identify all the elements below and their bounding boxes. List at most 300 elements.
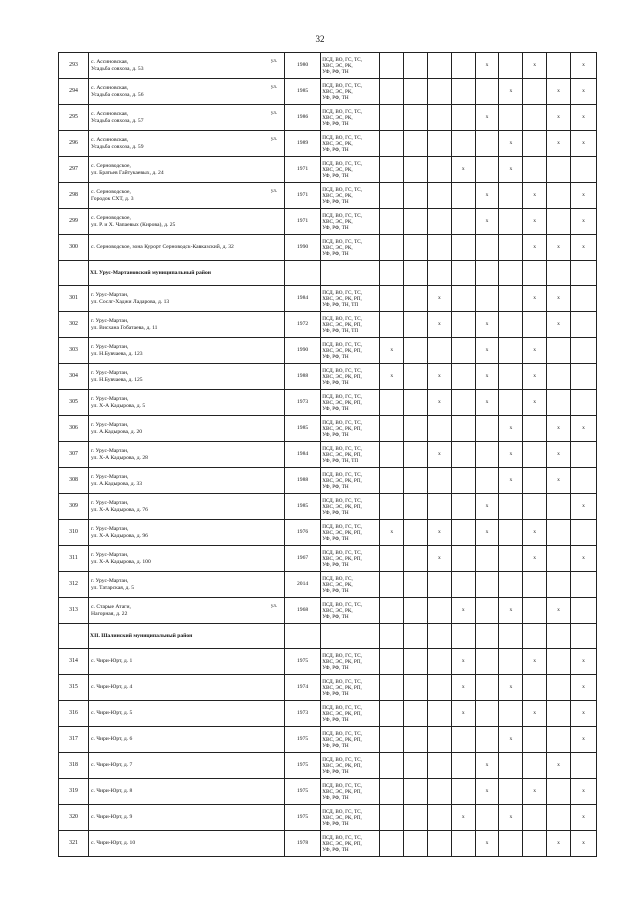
row-number: 319 xyxy=(59,779,89,805)
period-mark: x xyxy=(461,684,465,691)
works-list xyxy=(321,779,380,805)
period-mark: x xyxy=(533,218,537,225)
works-line: УФ, РФ, ТН xyxy=(322,379,349,386)
period-mark-cell xyxy=(380,53,404,79)
address-line: Нагорная, д. 22 xyxy=(91,610,128,617)
period-mark: x xyxy=(557,425,560,432)
build-year: 1978 xyxy=(284,831,320,857)
period-mark-cell xyxy=(404,416,428,442)
period-mark: x xyxy=(533,788,537,795)
build-year: 1984 xyxy=(284,442,320,468)
address-line: ул. Р. и Х. Чапаевых (Кирова), д. 25 xyxy=(91,221,176,228)
period-mark-cell xyxy=(451,53,475,79)
period-mark-cell xyxy=(523,831,547,857)
section-title: XI. Урус-Мартановский муниципальный район xyxy=(89,261,285,286)
works-line: ПСД, ВО, ГС, ТС, xyxy=(322,782,363,789)
works-line: УФ, РФ, ТН xyxy=(322,250,349,257)
works-list xyxy=(321,442,380,468)
works-line: ХВС, ЭС, РК, РП, xyxy=(322,451,362,458)
row-number: 309 xyxy=(59,494,89,520)
works-line: УФ, РФ, ТН xyxy=(322,68,349,75)
works-line: ХВС, ЭС, РК, РП, xyxy=(322,477,362,484)
period-mark: x xyxy=(582,114,585,121)
address-line: г. Урус-Мартан, xyxy=(91,578,129,585)
works-line: ПСД, ВО, ГС, ТС, xyxy=(322,756,363,763)
works-line: ПСД, ВО, ГС, ТС, xyxy=(322,82,363,89)
works-list xyxy=(321,338,380,364)
period-mark-cell xyxy=(451,442,475,468)
period-mark-cell xyxy=(475,416,499,442)
period-mark-cell xyxy=(404,805,428,831)
period-mark-cell xyxy=(380,235,404,261)
address-street-prefix: ул. xyxy=(270,137,277,143)
period-mark: x xyxy=(437,321,441,328)
address-cell xyxy=(89,779,285,805)
address-line: г. Урус-Мартан, xyxy=(91,474,129,481)
works-list xyxy=(321,805,380,831)
period-mark-cell xyxy=(499,598,523,624)
table-row xyxy=(59,390,597,416)
build-year: 1976 xyxy=(284,520,320,546)
period-mark-cell xyxy=(475,779,499,805)
period-mark: x xyxy=(509,607,513,614)
works-line: ПСД, ВО, ГС, ТС, xyxy=(322,523,363,530)
works-list xyxy=(321,727,380,753)
section-mark-cell xyxy=(427,624,451,649)
works-line: ХВС, ЭС, РК, РП, xyxy=(322,295,362,302)
period-mark-cell xyxy=(547,831,571,857)
period-mark-cell xyxy=(380,779,404,805)
period-mark: x xyxy=(582,814,585,821)
period-mark-cell xyxy=(523,235,547,261)
period-mark-cell xyxy=(380,157,404,183)
period-mark-cell xyxy=(523,390,547,416)
period-mark-cell xyxy=(427,494,451,520)
period-mark-cell xyxy=(570,209,596,235)
address-cell xyxy=(89,468,285,494)
period-mark-cell xyxy=(523,286,547,312)
works-line: УФ, РФ, ТН xyxy=(322,405,349,412)
period-mark-cell xyxy=(547,805,571,831)
period-mark-cell xyxy=(427,701,451,727)
address-line: г. Урус-Мартан, xyxy=(91,526,129,533)
works-line: ПСД, ВО, ГС, ТС, xyxy=(322,393,363,400)
period-mark: x xyxy=(390,373,394,380)
period-mark: x xyxy=(485,762,489,769)
address-line: г. Урус-Мартан, xyxy=(91,318,129,325)
period-mark-cell xyxy=(380,131,404,157)
period-mark-cell xyxy=(570,831,596,857)
address-cell xyxy=(89,494,285,520)
period-mark-cell xyxy=(570,105,596,131)
period-mark-cell xyxy=(451,675,475,701)
period-mark-cell xyxy=(404,779,428,805)
works-line: УФ, РФ, ТН xyxy=(322,198,349,205)
build-year: 1985 xyxy=(284,79,320,105)
period-mark-cell xyxy=(451,572,475,598)
table-row xyxy=(59,727,597,753)
period-mark-cell xyxy=(499,805,523,831)
period-mark-cell xyxy=(427,727,451,753)
works-line: ПСД, ВО, ГС, ТС, xyxy=(322,601,363,608)
period-mark: x xyxy=(485,840,489,847)
works-line: ХВС, ЭС, РК, xyxy=(322,62,353,69)
period-mark-cell xyxy=(523,209,547,235)
section-mark-cell xyxy=(475,624,499,649)
period-mark-cell xyxy=(380,286,404,312)
table-row xyxy=(59,364,597,390)
works-line: УФ, РФ, ТН xyxy=(322,561,349,568)
works-line: ХВС, ЭС, РК, РП, xyxy=(322,555,362,562)
period-mark-cell xyxy=(570,157,596,183)
works-line: ПСД, ВО, ГС, ТС, xyxy=(322,315,363,322)
period-mark-cell xyxy=(499,442,523,468)
period-mark: x xyxy=(557,840,560,847)
section-mark-cell xyxy=(404,261,428,286)
period-mark-cell xyxy=(547,390,571,416)
period-mark-cell xyxy=(547,675,571,701)
period-mark-cell xyxy=(523,53,547,79)
period-mark: x xyxy=(557,244,560,251)
period-mark-cell xyxy=(404,649,428,675)
period-mark-cell xyxy=(404,572,428,598)
period-mark-cell xyxy=(451,779,475,805)
period-mark-cell xyxy=(427,235,451,261)
period-mark-cell xyxy=(499,157,523,183)
works-line: ХВС, ЭС, РК, РП, xyxy=(322,710,362,717)
row-number: 313 xyxy=(59,598,89,624)
works-list xyxy=(321,520,380,546)
address-cell xyxy=(89,235,285,261)
address-line: с. Ассиновская, xyxy=(91,111,129,118)
works-line: УФ, РФ, ТН xyxy=(322,535,349,542)
works-line: УФ, РФ, ТН xyxy=(322,613,349,620)
row-number: 310 xyxy=(59,520,89,546)
works-list xyxy=(321,675,380,701)
period-mark-cell xyxy=(547,598,571,624)
works-line: ПСД, ВО, ГС, ТС, xyxy=(322,134,363,141)
section-mark-cell xyxy=(499,261,523,286)
works-list xyxy=(321,494,380,520)
period-mark-cell xyxy=(451,183,475,209)
address-cell xyxy=(89,364,285,390)
period-mark-cell xyxy=(380,442,404,468)
period-mark-cell xyxy=(570,364,596,390)
table-row xyxy=(59,468,597,494)
period-mark-cell xyxy=(547,701,571,727)
period-mark-cell xyxy=(523,338,547,364)
period-mark: x xyxy=(533,658,537,665)
works-line: ПСД, ВО, ГС, ТС, xyxy=(322,238,363,245)
period-mark: x xyxy=(582,736,585,743)
period-mark-cell xyxy=(451,209,475,235)
period-mark-cell xyxy=(523,520,547,546)
period-mark-cell xyxy=(427,831,451,857)
period-mark-cell xyxy=(570,53,596,79)
works-line: ПСД, ВО, ГС, ТС, xyxy=(322,652,363,659)
period-mark-cell xyxy=(499,831,523,857)
build-year: 1974 xyxy=(284,675,320,701)
period-mark: x xyxy=(582,658,585,665)
period-mark-cell xyxy=(547,131,571,157)
build-year: 1971 xyxy=(284,209,320,235)
address-cell xyxy=(89,442,285,468)
period-mark-cell xyxy=(523,131,547,157)
period-mark: x xyxy=(533,373,537,380)
works-line: ПСД, ВО, ГС, ТС, xyxy=(322,730,363,737)
period-mark: x xyxy=(461,814,465,821)
period-mark: x xyxy=(533,62,537,69)
address-cell xyxy=(89,105,285,131)
period-mark-cell xyxy=(427,468,451,494)
period-mark-cell xyxy=(523,598,547,624)
address-line: с. Серноводское, xyxy=(91,163,131,170)
table-row xyxy=(59,131,597,157)
period-mark: x xyxy=(509,477,513,484)
period-mark: x xyxy=(533,295,537,302)
address-cell xyxy=(89,79,285,105)
period-mark-cell xyxy=(427,442,451,468)
period-mark-cell xyxy=(380,79,404,105)
period-mark-cell xyxy=(451,79,475,105)
address-line: ул. А.Кадырова, д. 33 xyxy=(91,480,143,487)
row-number: 311 xyxy=(59,546,89,572)
period-mark: x xyxy=(485,114,489,121)
period-mark: x xyxy=(533,192,537,199)
address-line: с. Чири-Юрт, д. 7 xyxy=(91,762,133,769)
period-mark: x xyxy=(485,347,489,354)
works-line: ХВС, ЭС, РК, xyxy=(322,88,353,95)
period-mark: x xyxy=(582,140,585,147)
address-line: ул. Висхана Гобатаева, д. 11 xyxy=(91,324,158,331)
works-line: УФ, РФ, ТН xyxy=(322,742,349,749)
address-line: с. Ассиновская, xyxy=(91,59,129,66)
table-row xyxy=(59,183,597,209)
period-mark-cell xyxy=(523,442,547,468)
period-mark-cell xyxy=(427,209,451,235)
row-number: 298 xyxy=(59,183,89,209)
period-mark-cell xyxy=(523,312,547,338)
period-mark-cell xyxy=(570,805,596,831)
works-line: ХВС, ЭС, РК, РП, xyxy=(322,321,362,328)
period-mark-cell xyxy=(570,727,596,753)
section-mark-cell xyxy=(475,261,499,286)
period-mark-cell xyxy=(451,546,475,572)
period-mark-cell xyxy=(547,468,571,494)
period-mark-cell xyxy=(475,390,499,416)
address-line: ул. Н.Бувчаева, д. 125 xyxy=(91,376,143,383)
section-year-cell xyxy=(284,624,320,649)
build-year: 1984 xyxy=(284,286,320,312)
works-list xyxy=(321,157,380,183)
address-line: Усадьба совхоза, д. 56 xyxy=(91,91,144,98)
table-row xyxy=(59,338,597,364)
works-line: ХВС, ЭС, РК, РП, xyxy=(322,373,362,380)
period-mark-cell xyxy=(404,546,428,572)
period-mark-cell xyxy=(475,209,499,235)
works-list xyxy=(321,416,380,442)
period-mark: x xyxy=(437,295,441,302)
period-mark-cell xyxy=(380,831,404,857)
period-mark-cell xyxy=(475,157,499,183)
works-line: УФ, РФ, ТН xyxy=(322,690,349,697)
period-mark-cell xyxy=(475,468,499,494)
address-street-prefix: ул. xyxy=(270,189,277,195)
address-line: с. Чири-Юрт, д. 6 xyxy=(91,736,133,743)
period-mark-cell xyxy=(451,520,475,546)
address-cell xyxy=(89,157,285,183)
period-mark: x xyxy=(509,88,513,95)
period-mark-cell xyxy=(499,468,523,494)
address-line: ул. Татарская, д. 5 xyxy=(91,584,135,591)
period-mark-cell xyxy=(451,131,475,157)
period-mark-cell xyxy=(499,364,523,390)
period-mark-cell xyxy=(475,701,499,727)
address-line: г. Урус-Мартан, xyxy=(91,422,129,429)
works-line: УФ, РФ, ТН xyxy=(322,120,349,127)
works-line: ПСД, ВО, ГС, ТС, xyxy=(322,289,363,296)
period-mark-cell xyxy=(427,546,451,572)
address-line: с. Серноводское, xyxy=(91,189,131,196)
period-mark-cell xyxy=(475,79,499,105)
period-mark-cell xyxy=(570,494,596,520)
period-mark: x xyxy=(557,114,560,121)
works-line: ХВС, ЭС, РК, РП, xyxy=(322,399,362,406)
works-line: УФ, РФ, ТН xyxy=(322,716,349,723)
row-number: 293 xyxy=(59,53,89,79)
period-mark: x xyxy=(582,192,585,199)
build-year: 1975 xyxy=(284,779,320,805)
section-mark-cell xyxy=(380,261,404,286)
works-list xyxy=(321,572,380,598)
address-line: Усадьба совхоза, д. 59 xyxy=(91,143,144,150)
period-mark-cell xyxy=(475,649,499,675)
period-mark: x xyxy=(437,451,441,458)
period-mark: x xyxy=(437,373,441,380)
period-mark-cell xyxy=(499,546,523,572)
period-mark-cell xyxy=(451,286,475,312)
row-number: 299 xyxy=(59,209,89,235)
works-line: ПСД, ВО, ГС, ТС, xyxy=(322,678,363,685)
period-mark: x xyxy=(533,555,537,562)
period-mark-cell xyxy=(523,183,547,209)
address-cell xyxy=(89,312,285,338)
period-mark-cell xyxy=(404,390,428,416)
address-line: г. Урус-Мартан, xyxy=(91,344,129,351)
works-line: УФ, РФ, ТН, ТП xyxy=(322,457,359,464)
row-number: 297 xyxy=(59,157,89,183)
row-number: 304 xyxy=(59,364,89,390)
period-mark-cell xyxy=(451,157,475,183)
period-mark-cell xyxy=(404,79,428,105)
row-number: 317 xyxy=(59,727,89,753)
works-list xyxy=(321,79,380,105)
build-year: 1989 xyxy=(284,131,320,157)
period-mark-cell xyxy=(427,312,451,338)
period-mark-cell xyxy=(380,753,404,779)
period-mark-cell xyxy=(475,131,499,157)
works-line: УФ, РФ, ТН xyxy=(322,483,349,490)
address-cell xyxy=(89,675,285,701)
works-line: ПСД, ВО, ГС, xyxy=(322,575,353,582)
period-mark: x xyxy=(582,62,585,69)
works-line: ХВС, ЭС, РК, xyxy=(322,244,353,251)
period-mark-cell xyxy=(570,468,596,494)
period-mark-cell xyxy=(380,364,404,390)
period-mark: x xyxy=(461,658,465,665)
table-row xyxy=(59,416,597,442)
period-mark-cell xyxy=(547,546,571,572)
build-year: 1971 xyxy=(284,157,320,183)
period-mark-cell xyxy=(499,779,523,805)
period-mark-cell xyxy=(380,546,404,572)
period-mark: x xyxy=(485,218,489,225)
period-mark-cell xyxy=(427,131,451,157)
row-number: 315 xyxy=(59,675,89,701)
row-number: 300 xyxy=(59,235,89,261)
works-line: ПСД, ВО, ГС, ТС, xyxy=(322,549,363,556)
period-mark-cell xyxy=(380,105,404,131)
address-line: ул. Сослг-Хаджи Ладарова, д. 13 xyxy=(91,298,170,305)
works-line: ПСД, ВО, ГС, ТС, xyxy=(322,471,363,478)
period-mark-cell xyxy=(570,390,596,416)
period-mark-cell xyxy=(570,79,596,105)
table-row xyxy=(59,442,597,468)
address-line: Усадьба совхоза, д. 53 xyxy=(91,65,144,72)
section-title: XII. Шалинский муниципальный район xyxy=(89,624,285,649)
section-mark-cell xyxy=(547,261,571,286)
works-list xyxy=(321,649,380,675)
row-number: 295 xyxy=(59,105,89,131)
period-mark-cell xyxy=(523,79,547,105)
works-line: ХВС, ЭС, РК, xyxy=(322,192,353,199)
works-list xyxy=(321,831,380,857)
table-row xyxy=(59,546,597,572)
period-mark-cell xyxy=(570,338,596,364)
period-mark-cell xyxy=(523,727,547,753)
build-year: 1967 xyxy=(284,546,320,572)
period-mark: x xyxy=(485,321,489,328)
works-list xyxy=(321,286,380,312)
period-mark-cell xyxy=(570,779,596,805)
period-mark: x xyxy=(509,736,513,743)
period-mark-cell xyxy=(427,364,451,390)
period-mark-cell xyxy=(499,675,523,701)
period-mark-cell xyxy=(451,338,475,364)
build-year: 1975 xyxy=(284,753,320,779)
period-mark-cell xyxy=(404,831,428,857)
period-mark-cell xyxy=(380,312,404,338)
address-line: с. Чири-Юрт, д. 9 xyxy=(91,814,133,821)
period-mark: x xyxy=(533,710,537,717)
build-year: 1980 xyxy=(284,53,320,79)
address-line: ул. Х-А Кадырова, д. 28 xyxy=(91,454,148,461)
table-body xyxy=(59,53,597,857)
period-mark-cell xyxy=(475,520,499,546)
period-mark-cell xyxy=(547,520,571,546)
period-mark-cell xyxy=(380,675,404,701)
period-mark: x xyxy=(485,399,489,406)
period-mark: x xyxy=(437,555,441,562)
works-line: ХВС, ЭС, РК, xyxy=(322,607,353,614)
period-mark-cell xyxy=(499,286,523,312)
row-number: 318 xyxy=(59,753,89,779)
address-line: ул. Х-А Кадырова, д. 96 xyxy=(91,532,148,539)
works-list xyxy=(321,53,380,79)
address-line: с. Ассиновская, xyxy=(91,85,129,92)
period-mark: x xyxy=(582,425,585,432)
period-mark-cell xyxy=(380,572,404,598)
